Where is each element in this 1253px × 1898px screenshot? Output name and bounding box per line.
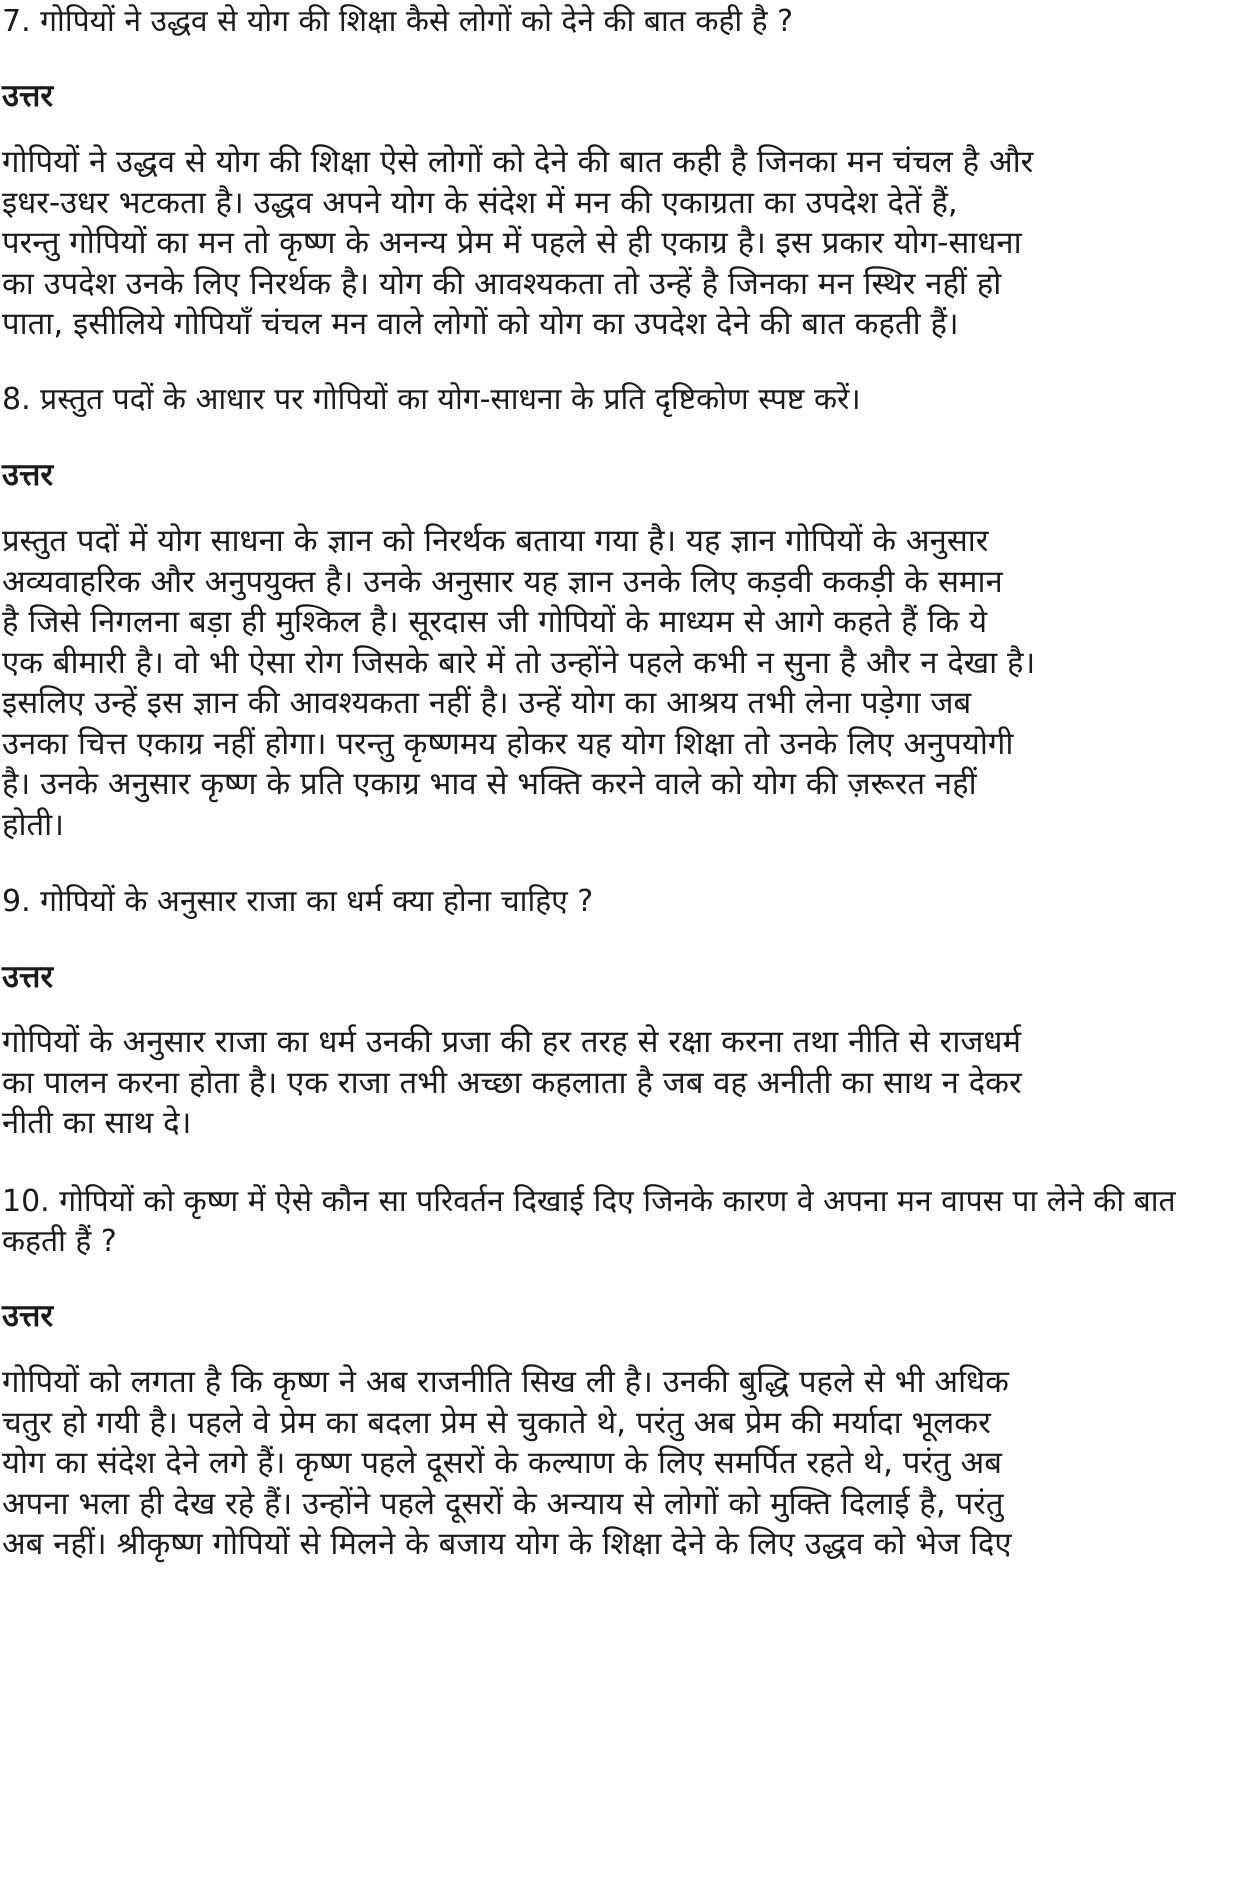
answer-line: का उपदेश उनके लिए निरर्थक है। योग की आवश्यकता तो उन्हें है जिनका मन स्थिर नहीं हो (2, 265, 1002, 302)
answer-line: चतुर हो गयी है। पहले वे प्रेम का बदला प्रेम से चुकाते थे, परंतु अब प्रेम की मर्यादा भूलकर (2, 1404, 991, 1441)
answer-8 (2, 521, 1252, 845)
answer-9 (2, 1022, 1252, 1144)
answer-line: होती। (2, 806, 64, 843)
answer-line: पाता, इसीलिये गोपियाँ चंचल मन वाले लोगों को योग का उपदेश देने की बात कहती हैं। (2, 306, 959, 342)
answer-heading-9: उत्तर (2, 959, 54, 995)
question-7: 7. गोपियों ने उद्धव से योग की शिक्षा कैसे लोगों को देने की बात कही है ? (2, 4, 794, 39)
question-9: 9. गोपियों के अनुसार राजा का धर्म क्या होना चाहिए ? (2, 884, 594, 919)
answer-line: प्रस्तुत पदों में योग साधना के ज्ञान को निरर्थक बताया गया है। यह ज्ञान गोपियों के अनुसार (2, 523, 989, 559)
answer-line: नीती का साथ दे। (2, 1105, 192, 1141)
answer-line: योग का संदेश देने लगे हैं। कृष्ण पहले दूसरों के कल्याण के लिए समर्पित रहते थे, परंतु अब (2, 1445, 1002, 1481)
answer-line: इधर-उधर भटकता है। उद्धव अपने योग के संदेश में मन की एकाग्रता का उपदेश देतें हैं, (2, 184, 958, 221)
answer-7 (2, 142, 1252, 345)
answer-line: का पालन करना होता है। एक राजा तभी अच्छा कहलाता है जब वह अनीती का साथ न देकर (2, 1064, 1022, 1101)
answer-heading-10: उत्तर (2, 1298, 54, 1334)
answer-line: गोपियों को लगता है कि कृष्ण ने अब राजनीति सिख ली है। उनकी बुद्धि पहले से भी अधिक (2, 1364, 1009, 1400)
answer-line: उनका चित्त एकाग्र नहीं होगा। परन्तु कृष्णमय होकर यह योग शिक्षा तो उनके लिए अनुपयोगी (2, 725, 1014, 762)
answer-line: गोपियों ने उद्धव से योग की शिक्षा ऐसे लोगों को देने की बात कही है जिनका मन चंचल है और (2, 144, 1034, 180)
answer-line: है। उनके अनुसार कृष्ण के प्रति एकाग्र भाव से भक्ति करने वाले को योग की ज़रूरत नहीं (2, 766, 977, 802)
answer-heading-7: उत्तर (2, 78, 54, 114)
question-8: 8. प्रस्तुत पदों के आधार पर गोपियों का योग-साधना के प्रति दृष्टिकोण स्पष्ट करें। (2, 382, 861, 417)
question-10: 10. गोपियों को कृष्ण में ऐसे कौन सा परिवर्तन दिखाई दिए जिनके कारण वे अपना मन वापस पा लेने की बात कहती हैं ? (2, 1184, 1176, 1259)
answer-line: गोपियों के अनुसार राजा का धर्म उनकी प्रजा की हर तरह से रक्षा करना तथा नीति से राजधर्म (2, 1024, 1021, 1060)
answer-line: परन्तु गोपियों का मन तो कृष्ण के अनन्य प्रेम में पहले से ही एकाग्र है। इस प्रकार योग-साधना (2, 225, 1022, 261)
answer-line: इसलिए उन्हें इस ज्ञान की आवश्यकता नहीं है। उन्हें योग का आश्रय तभी लेना पड़ेगा जब (2, 685, 972, 721)
answer-10 (2, 1362, 1252, 1565)
answer-line: अव्यवाहरिक और अनुपयुक्त है। उनके अनुसार यह ज्ञान उनके लिए कड़वी ककड़ी के समान (2, 563, 1003, 600)
answer-line: एक बीमारी है। वो भी ऐसा रोग जिसके बारे में तो उन्होंने पहले कभी न सुना है और न देखा है। (2, 644, 1036, 681)
answer-line: अपना भला ही देख रहे हैं। उन्होंने पहले दूसरों के अन्याय से लोगों को मुक्ति दिलाई है, परंतु (2, 1485, 1004, 1522)
answer-line: अब नहीं। श्रीकृष्ण गोपियों से मिलने के बजाय योग के शिक्षा देने के लिए उद्धव को भेज दिए (2, 1526, 1012, 1562)
answer-line: है जिसे निगलना बड़ा ही मुश्किल है। सूरदास जी गोपियों के माध्यम से आगे कहते हैं कि ये (2, 604, 988, 640)
answer-heading-8: उत्तर (2, 457, 54, 493)
